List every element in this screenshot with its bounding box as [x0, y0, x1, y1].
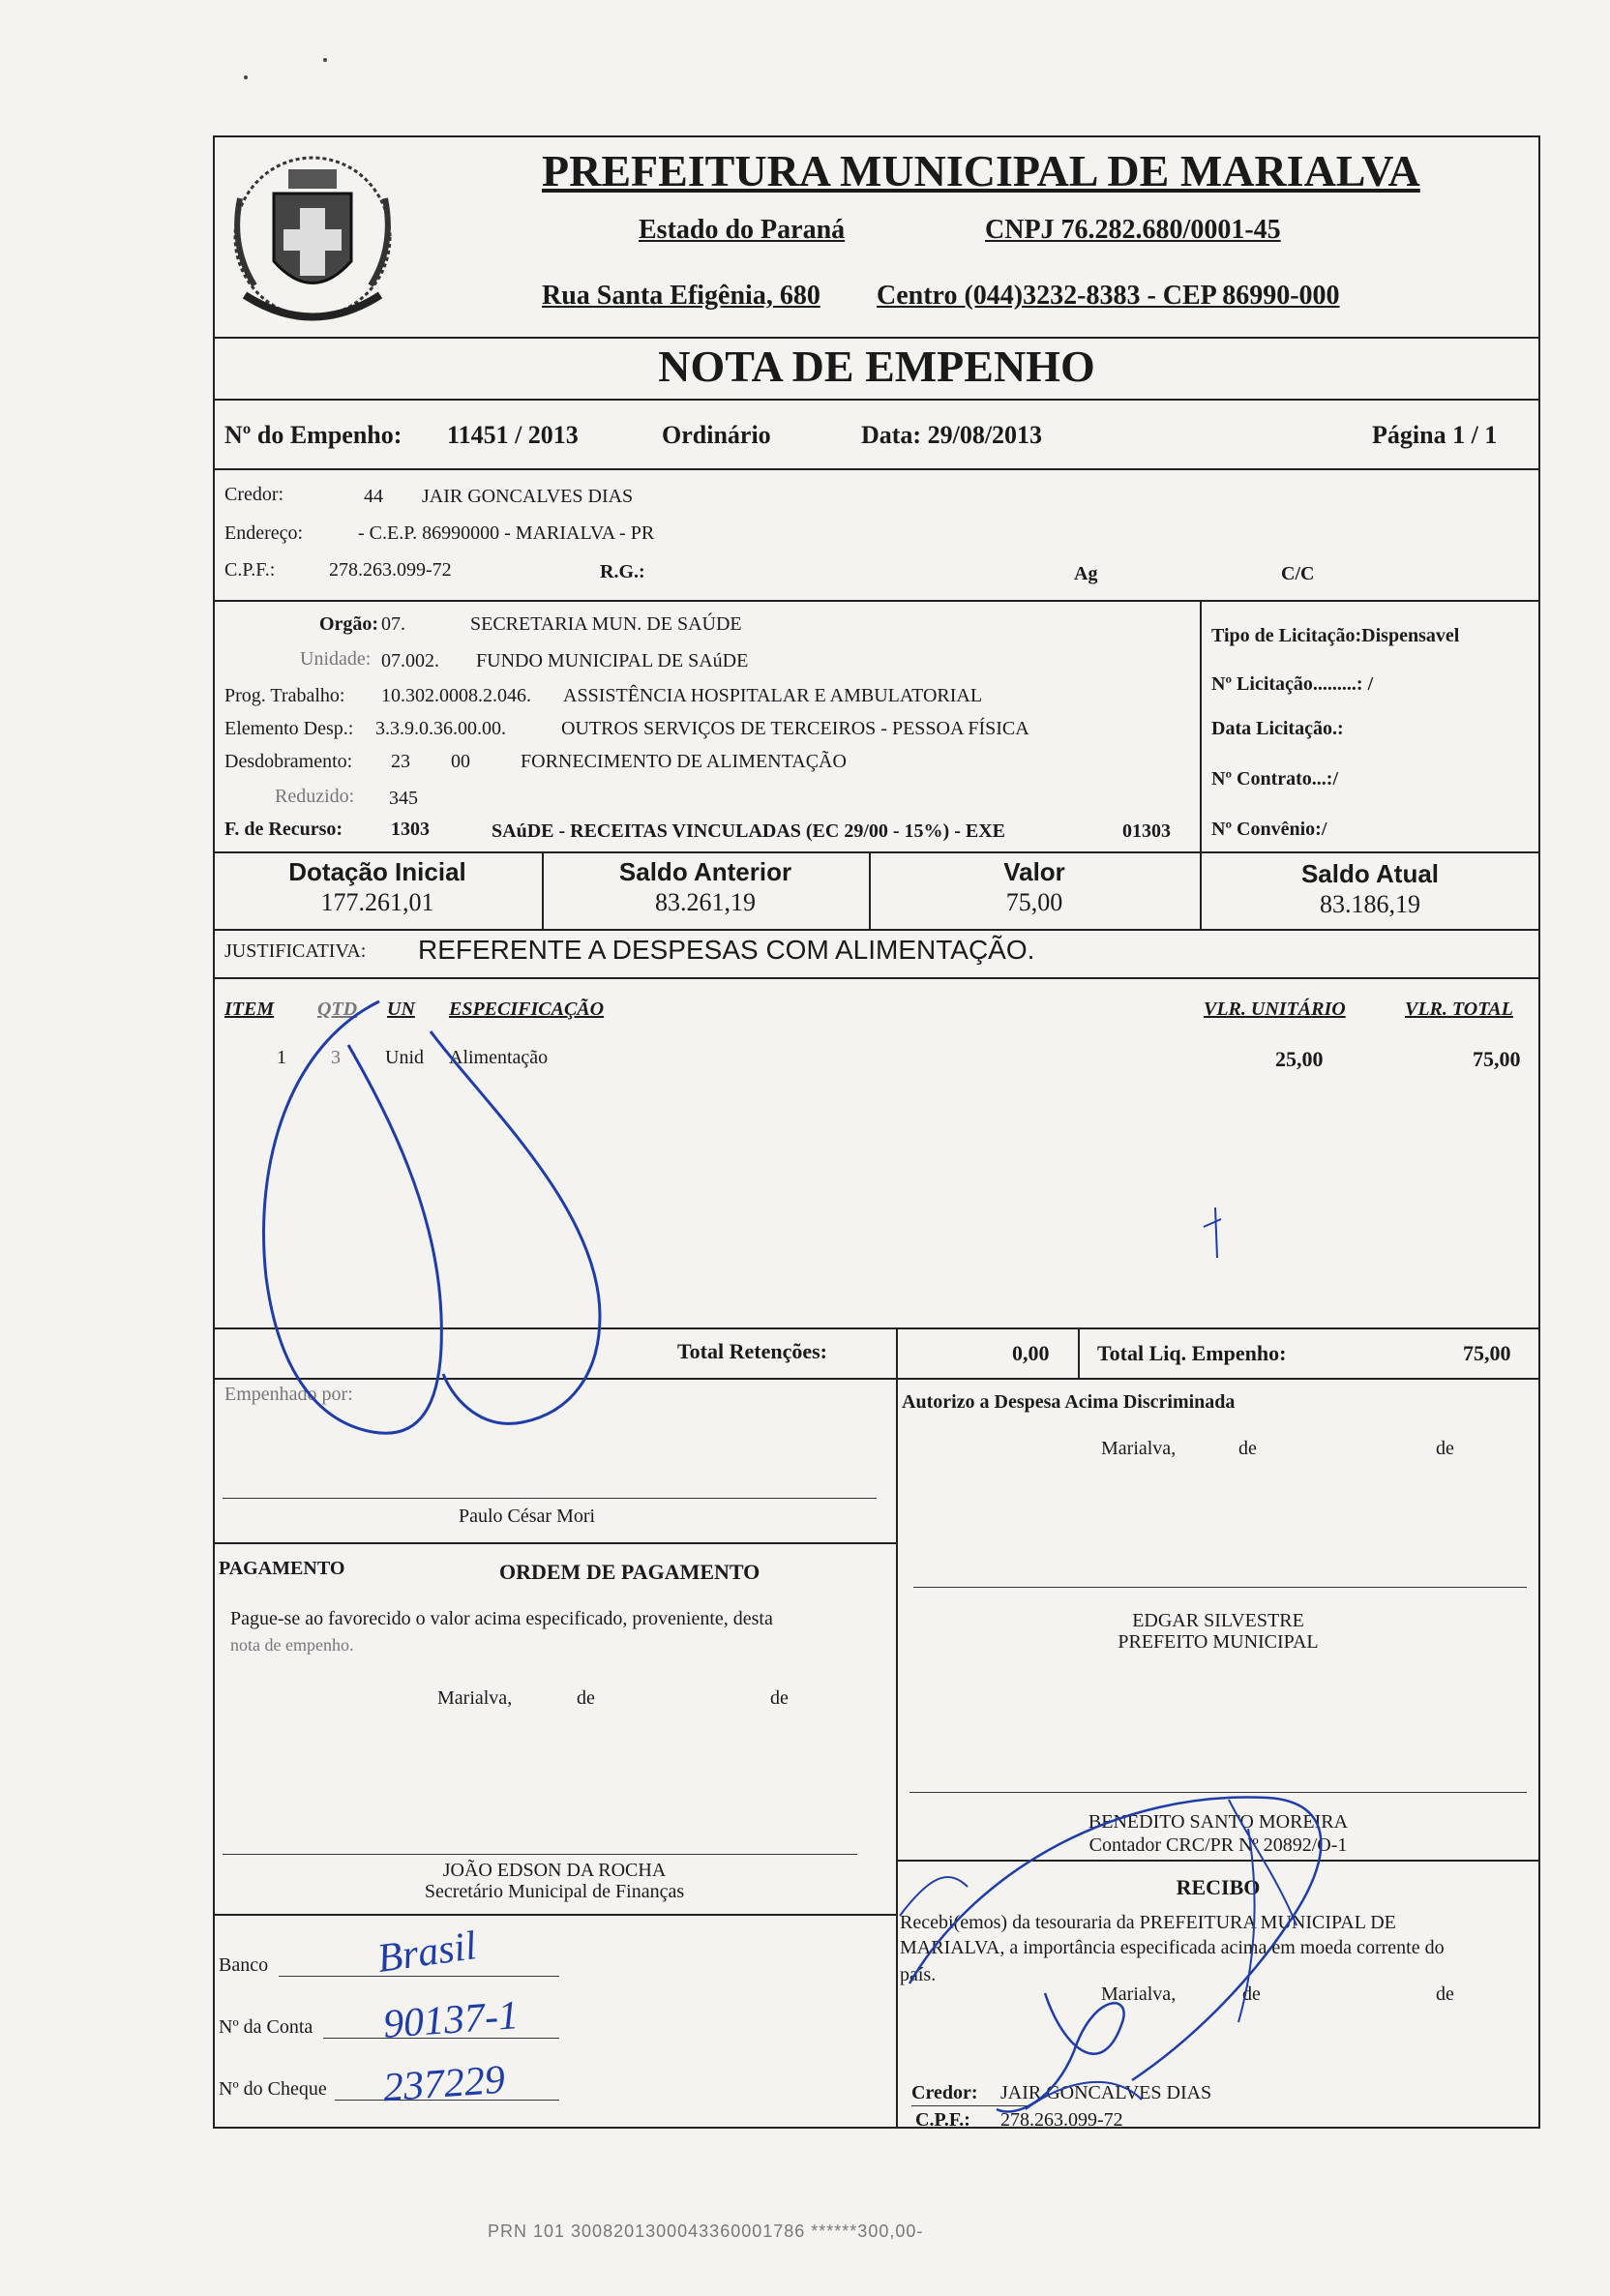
page-number: Página 1 / 1 [1372, 421, 1498, 449]
items-header-un: UN [387, 999, 415, 1020]
cheque-handwritten: 237229 [381, 2057, 507, 2111]
recibo-de-2: de [1436, 1983, 1454, 2005]
prog-label: Prog. Trabalho: [224, 685, 345, 706]
orgao-name: SECRETARIA MUN. DE SAÚDE [470, 613, 742, 635]
items-header-unit-value: VLR. UNITÁRIO [1204, 999, 1346, 1020]
saldo-anterior-label: Saldo Anterior [618, 857, 792, 886]
desdobramento-name: FORNECIMENTO DE ALIMENTAÇÃO [521, 751, 847, 772]
numero-convenio: Nº Convênio:/ [1211, 819, 1327, 840]
reduzido-value: 345 [389, 788, 418, 809]
desdobramento-sub: 00 [451, 751, 470, 772]
autorizo-de-1: de [1238, 1438, 1257, 1459]
contact-label: Centro (044)3232-8383 - CEP 86990-000 [877, 281, 1340, 311]
justificativa-text: REFERENTE A DESPESAS COM ALIMENTAÇÃO. [418, 935, 1035, 965]
recurso-code-2: 01303 [1122, 820, 1171, 842]
cheque-label: Nº do Cheque [219, 2078, 327, 2100]
item-description: Alimentação [449, 1047, 549, 1068]
ordem-pagamento-title: ORDEM DE PAGAMENTO [499, 1560, 760, 1584]
endereco-label: Endereço: [224, 522, 304, 544]
total-retencoes-value: 0,00 [1012, 1341, 1050, 1365]
municipality-title: PREFEITURA MUNICIPAL DE MARIALVA [542, 146, 1420, 195]
item-number: 1 [277, 1047, 286, 1068]
autorizo-city: Marialva, [1101, 1438, 1177, 1459]
elemento-code: 3.3.9.0.36.00.00. [375, 718, 506, 739]
credor-code: 44 [364, 486, 383, 507]
valor-label: Valor [1003, 857, 1065, 886]
recibo-credor-label: Credor: [911, 2082, 978, 2103]
contador-name: BENEDITO SANTO MOREIRA [1088, 1811, 1349, 1833]
secretario-name: JOÃO EDSON DA ROCHA [442, 1860, 667, 1881]
recibo-title: RECIBO [1176, 1875, 1261, 1899]
cpf-value: 278.263.099-72 [329, 559, 452, 581]
contador-title: Contador CRC/PR Nº 20892/O-1 [1088, 1834, 1348, 1856]
empenhado-por-name: Paulo César Mori [459, 1506, 596, 1527]
total-liquido-value: 75,00 [1463, 1341, 1511, 1365]
cc-label: C/C [1281, 563, 1315, 584]
recibo-de-1: de [1242, 1983, 1261, 2005]
autorizo-de-2: de [1436, 1438, 1454, 1459]
prog-name: ASSISTÊNCIA HOSPITALAR E AMBULATORIAL [563, 685, 983, 706]
recibo-cpf-label: C.P.F.: [915, 2109, 970, 2131]
unidade-name: FUNDO MUNICIPAL DE SAúDE [476, 650, 749, 671]
numero-licitacao: Nº Licitação.........: / [1211, 673, 1374, 695]
credor-label: Credor: [224, 484, 284, 505]
item-total-value: 75,00 [1473, 1047, 1521, 1071]
dotacao-label: Dotação Inicial [288, 857, 466, 886]
empenho-number-label: Nº do Empenho: [224, 421, 402, 449]
autorizo-text: Autorizo a Despesa Acima Discriminada [902, 1391, 1236, 1413]
credor-name: JAIR GONCALVES DIAS [422, 486, 634, 507]
pagamento-label: PAGAMENTO [219, 1558, 345, 1579]
empenho-date: Data: 29/08/2013 [861, 421, 1043, 449]
endereco-value: - C.E.P. 86990000 - MARIALVA - PR [358, 522, 655, 544]
dotacao-value: 177.261,01 [320, 888, 434, 916]
prefeito-name: EDGAR SILVESTRE [1132, 1610, 1304, 1631]
banco-label: Banco [219, 1954, 269, 1976]
ordem-text-2: nota de empenho. [230, 1635, 354, 1655]
recibo-text-2: MARIALVA, a importância especificada acima em moeda corrente do [900, 1937, 1445, 1958]
state-label: Estado do Paraná [639, 215, 846, 245]
banco-handwritten: Brasil [374, 1923, 480, 1982]
saldo-atual-value: 83.186,19 [1320, 890, 1420, 918]
conta-label: Nº da Conta [219, 2016, 313, 2038]
recurso-name: SAúDE - RECEITAS VINCULADAS (EC 29/00 - 15%) - EXE [492, 820, 1005, 842]
recibo-text-3: país. [900, 1964, 937, 1985]
saldo-atual-label: Saldo Atual [1300, 859, 1440, 888]
prog-code: 10.302.0008.2.046. [381, 685, 531, 706]
recibo-cpf-value: 278.263.099-72 [1000, 2109, 1123, 2131]
items-header-total-value: VLR. TOTAL [1405, 999, 1513, 1020]
reduzido-label: Reduzido: [275, 786, 355, 807]
desdobramento-label: Desdobramento: [224, 751, 353, 772]
elemento-label: Elemento Desp.: [224, 718, 354, 739]
empenho-type: Ordinário [662, 421, 771, 449]
data-licitacao: Data Licitação.: [1211, 718, 1344, 739]
recibo-text-1: Recebi(emos) da tesouraria da PREFEITURA MUNICIPAL DE [900, 1912, 1396, 1933]
empenhado-por-label: Empenhado por: [224, 1384, 353, 1405]
justificativa-label: JUSTIFICATIVA: [224, 940, 367, 962]
rg-label: R.G.: [600, 561, 645, 582]
item-unit-value: 25,00 [1275, 1047, 1324, 1071]
orgao-code: 07. [381, 613, 405, 635]
ordem-de-1: de [577, 1687, 595, 1709]
tipo-licitacao: Tipo de Licitação:Dispensavel [1211, 625, 1460, 646]
saldo-anterior-value: 83.261,19 [655, 888, 756, 916]
ordem-city: Marialva, [437, 1687, 513, 1709]
numero-contrato: Nº Contrato...:/ [1211, 768, 1339, 790]
municipal-coat-of-arms-logo [221, 140, 404, 334]
unidade-code: 07.002. [381, 650, 439, 671]
secretario-title: Secretário Municipal de Finanças [424, 1881, 685, 1902]
document-type-title: NOTA DE EMPENHO [658, 342, 1095, 391]
recibo-credor-name: JAIR GONCALVES DIAS [1000, 2082, 1212, 2103]
items-header-spec: ESPECIFICAÇÃO [449, 999, 605, 1020]
total-retencoes-label: Total Retenções: [677, 1339, 827, 1363]
cnpj-label: CNPJ 76.282.680/0001-45 [985, 215, 1281, 245]
desdobramento-code: 23 [391, 751, 410, 772]
ordem-text-1: Pague-se ao favorecido o valor acima especificado, proveniente, desta [230, 1608, 773, 1629]
orgao-label: Orgão: [319, 613, 379, 635]
unidade-label: Unidade: [300, 648, 372, 670]
total-liquido-label: Total Liq. Empenho: [1097, 1341, 1287, 1365]
items-header-qtd: QTD [317, 999, 358, 1020]
recurso-label: F. de Recurso: [224, 819, 343, 840]
ordem-de-2: de [770, 1687, 789, 1709]
conta-handwritten: 90137-1 [381, 1993, 521, 2047]
footer-print-code: PRN 101 3008201300043360001786 ******300,00- [488, 2221, 924, 2241]
scan-speck [244, 75, 248, 79]
address-label: Rua Santa Efigênia, 680 [542, 281, 820, 311]
scan-speck [323, 58, 327, 62]
prefeito-title: PREFEITO MUNICIPAL [1118, 1631, 1319, 1653]
cpf-label: C.P.F.: [224, 559, 276, 581]
item-unit: Unid [385, 1047, 424, 1068]
elemento-name: OUTROS SERVIÇOS DE TERCEIROS - PESSOA FÍSICA [561, 718, 1029, 739]
ag-label: Ag [1074, 563, 1098, 584]
valor-value: 75,00 [1005, 888, 1063, 916]
empenho-number: 11451 / 2013 [447, 421, 579, 449]
item-qtd: 3 [331, 1047, 341, 1068]
recurso-code: 1303 [391, 819, 430, 840]
items-header-item: ITEM [224, 999, 275, 1020]
recibo-city: Marialva, [1101, 1983, 1177, 2005]
